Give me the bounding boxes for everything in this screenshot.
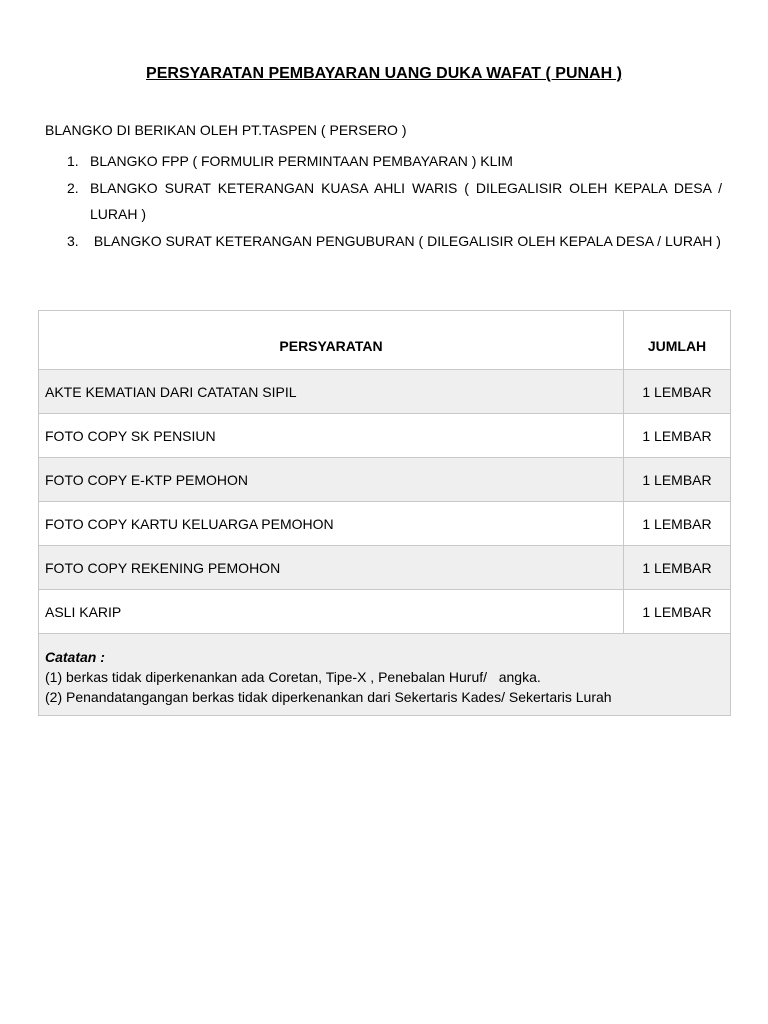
list-item-text: BLANGKO SURAT KETERANGAN PENGUBURAN ( DILEGALISIR OLEH KEPALA DESA / LURAH ) bbox=[90, 232, 721, 249]
notes-cell bbox=[39, 634, 731, 716]
list-item bbox=[45, 228, 722, 255]
intro-text: BLANGKO DI BERIKAN OLEH PT.TASPEN ( PERSERO ) bbox=[45, 122, 407, 138]
requirement-name: FOTO COPY SK PENSIUN bbox=[39, 414, 624, 458]
requirement-qty: 1 LEMBAR bbox=[624, 414, 731, 458]
requirement-name: AKTE KEMATIAN DARI CATATAN SIPIL bbox=[39, 370, 624, 414]
requirement-name: FOTO COPY KARTU KELUARGA PEMOHON bbox=[39, 502, 624, 546]
requirements-table bbox=[38, 310, 731, 716]
requirement-qty: 1 LEMBAR bbox=[624, 370, 731, 414]
list-item-number: 2. bbox=[67, 179, 79, 196]
table-row bbox=[39, 414, 731, 458]
page-title: PERSYARATAN PEMBAYARAN UANG DUKA WAFAT ( PUNAH ) bbox=[146, 65, 622, 82]
list-item-text: BLANGKO FPP ( FORMULIR PERMINTAAN PEMBAYARAN ) KLIM bbox=[90, 153, 513, 169]
requirement-qty: 1 LEMBAR bbox=[624, 458, 731, 502]
table-row bbox=[39, 546, 731, 590]
list-item bbox=[45, 175, 722, 228]
requirement-qty: 1 LEMBAR bbox=[624, 590, 731, 634]
list-item bbox=[45, 148, 722, 175]
table-row bbox=[39, 502, 731, 546]
notes-line: (1) berkas tidak diperkenankan ada Coretan, Tipe-X , Penebalan Huruf/ angka. bbox=[45, 669, 541, 685]
header-persyaratan: PERSYARATAN bbox=[39, 311, 624, 370]
requirement-name: ASLI KARIP bbox=[39, 590, 624, 634]
table-row bbox=[39, 458, 731, 502]
notes-row bbox=[39, 634, 731, 716]
requirements-list bbox=[45, 148, 722, 254]
table-header-row bbox=[39, 311, 731, 370]
list-item-number: 3. bbox=[67, 232, 79, 249]
notes-line: (2) Penandatangangan berkas tidak diperkenankan dari Sekertaris Kades/ Sekertaris Lurah bbox=[45, 689, 612, 705]
table-row bbox=[39, 590, 731, 634]
requirement-qty: 1 LEMBAR bbox=[624, 546, 731, 590]
requirement-name: FOTO COPY E-KTP PEMOHON bbox=[39, 458, 624, 502]
requirement-qty: 1 LEMBAR bbox=[624, 502, 731, 546]
table-row bbox=[39, 370, 731, 414]
list-item-text: BLANGKO SURAT KETERANGAN KUASA AHLI WARIS ( DILEGALISIR OLEH KEPALA DESA / LURAH ) bbox=[90, 179, 722, 222]
list-item-number: 1. bbox=[67, 153, 79, 169]
requirement-name: FOTO COPY REKENING PEMOHON bbox=[39, 546, 624, 590]
notes-title: Catatan : bbox=[45, 649, 105, 665]
header-jumlah: JUMLAH bbox=[624, 311, 731, 370]
